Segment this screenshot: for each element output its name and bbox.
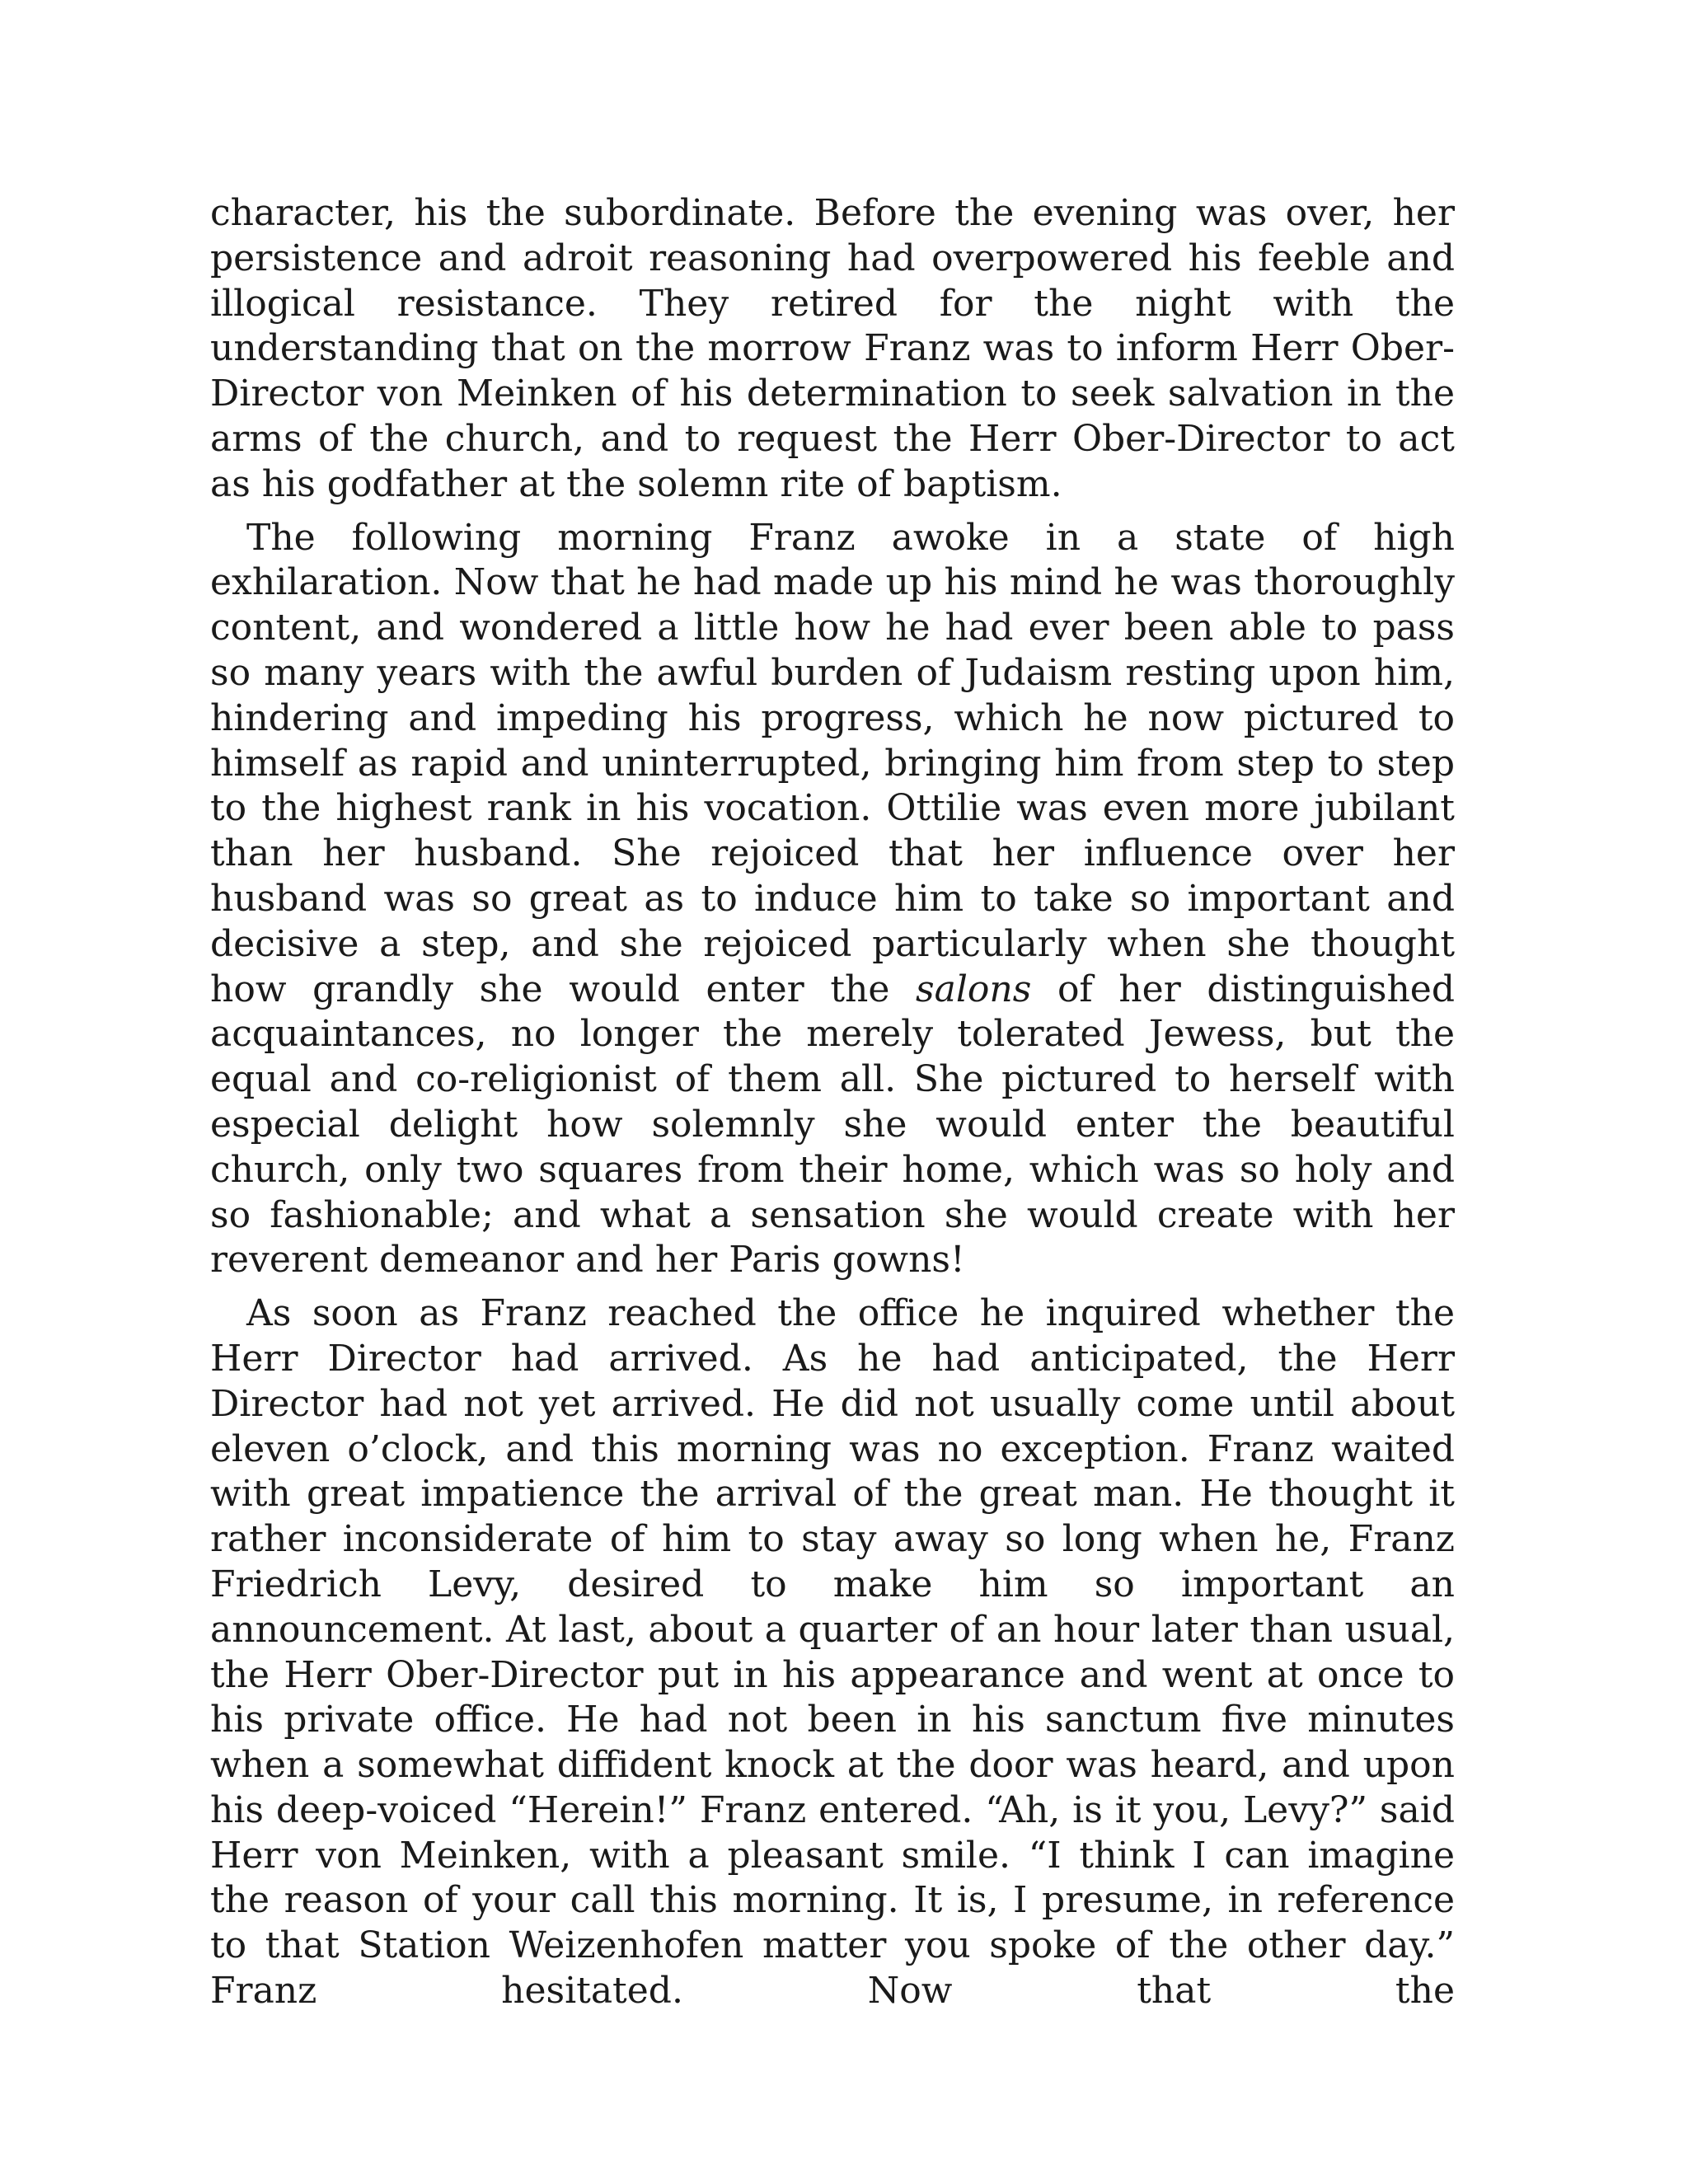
paragraph-2 xyxy=(210,516,1455,1284)
page-body xyxy=(210,191,1455,2014)
italic-word-salons: salons xyxy=(916,968,1032,1010)
paragraph-2-text-before: The following morning Franz awoke in a state of high exhilaration. Now that he had made up his mind he was thoroughly content, and wondered a little how he had ever been able to pass so many years with the awful burden of Judaism resting upon him, hindering and impeding his progress, which he now pictured to himself as rapid and uninterrupted, bringing him from step to step to the highest rank in his vocation. Ottilie was even more jubilant than her husband. She rejoiced that her influence over her husband was so great as to induce him to take so important and decisive a step, and she rejoiced particularly when she thought how grandly she would enter the xyxy=(210,516,1455,1010)
paragraph-1: character, his the subordinate. Before the evening was over, her persistence and adroit reasoning had overpowered his feeble and illogical resistance. They retired for the night with the understanding that on the morrow Franz was to inform Herr Ober-Director von Meinken of his determination to seek salvation in the arms of the church, and to request the Herr Ober-Director to act as his godfather at the solemn rite of baptism. xyxy=(210,192,1455,505)
paragraph-2-text-after: of her distinguished acquaintances, no longer the merely tolerated Jewess, but the equal and co-religionist of them all. She pictured to herself with especial delight how solemnly she would enter the beautiful church, only two squares from their home, which was so holy and so fashionable; and what a sensation she would create with her reverent demeanor and her Paris gowns! xyxy=(210,968,1455,1282)
paragraph-3: As soon as Franz reached the office he inquired whether the Herr Director had arrived. As he had anticipated, the Herr Director had not yet arrived. He did not usually come until about eleven o’clock, and this morning was no exception. Franz waited with great impatience the arrival of the great man. He thought it rather inconsiderate of him to stay away so long when he, Franz Friedrich Levy, desired to make him so important an announcement. At last, about a quarter of an hour later than usual, the Herr Ober-Director put in his appearance and went at once to his private office. He had not been in his sanctum five minutes when a somewhat diffident knock at the door was heard, and upon his deep-voiced “Herein!” Franz entered. “Ah, is it you, Levy?” said Herr von Meinken, with a pleasant smile. “I think I can imagine the reason of your call this morning. It is, I presume, in reference to that Station Weizenhofen matter you spoke of the other day.” Franz hesitated. Now that the xyxy=(210,1292,1455,2013)
